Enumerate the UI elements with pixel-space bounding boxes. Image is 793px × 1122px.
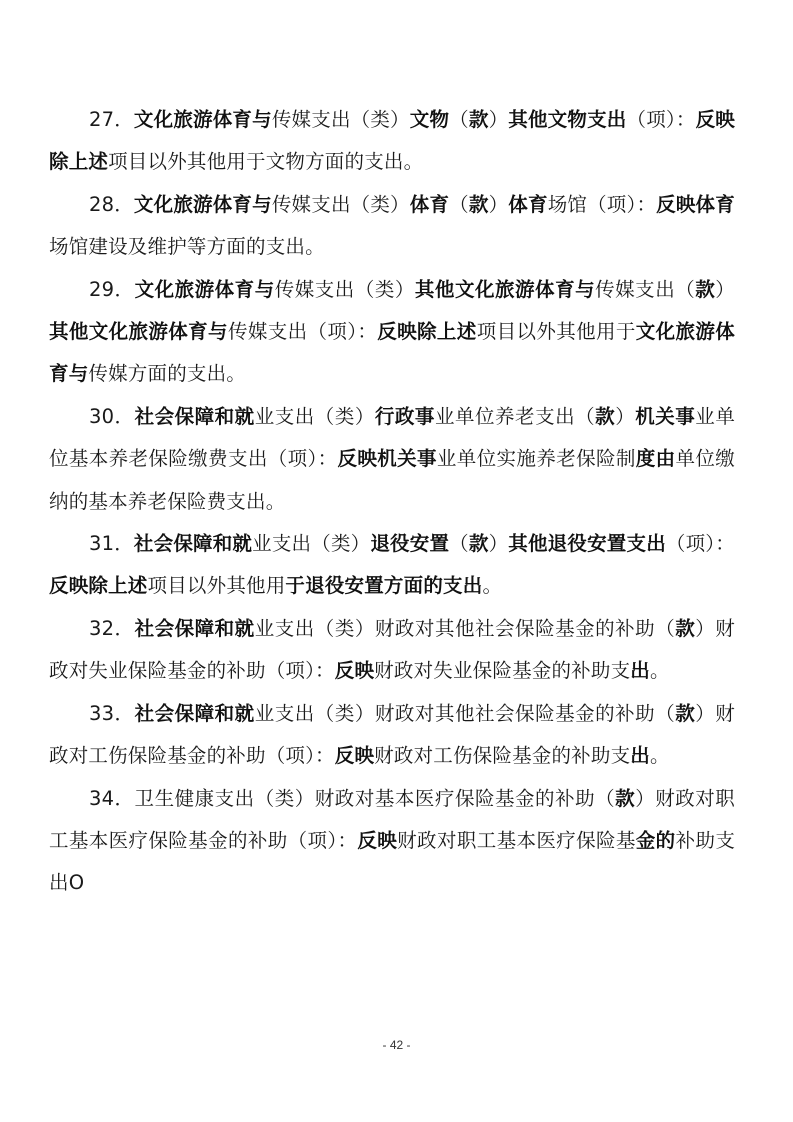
bold-text-segment: 机关事 — [635, 404, 696, 428]
text-segment: ）财政对失业保险基金的补助（项）： — [49, 616, 736, 683]
text-segment: 传媒方面的支出。 — [88, 362, 247, 386]
text-segment: 传媒支出（项）： — [227, 320, 378, 344]
bold-text-segment: 款 — [595, 404, 616, 428]
text-segment: 。 — [649, 659, 670, 683]
bold-text-segment: 反映除上述 — [49, 574, 148, 598]
text-segment: 场馆（项）： — [547, 192, 657, 216]
text-segment: 项目以外其他用于文物方面的支出。 — [108, 150, 424, 174]
text-segment: ） — [488, 532, 509, 556]
bold-text-segment: 反映 — [334, 659, 375, 683]
text-segment: 。 — [649, 744, 670, 768]
bold-text-segment: 款 — [468, 192, 489, 216]
text-segment: 30． — [89, 404, 135, 428]
bold-text-segment: 反映 — [334, 744, 375, 768]
bold-text-segment: 体育 — [508, 192, 548, 216]
bold-text-segment: 文化旅游体育与 — [133, 108, 272, 131]
text-segment: 33． — [89, 701, 135, 725]
page-number: - 42 - — [382, 1038, 411, 1052]
budget-item-paragraph — [49, 778, 735, 905]
bold-text-segment: 其他文化旅游体育与 — [49, 320, 228, 344]
text-segment: 财政对职工基本医疗保险基 — [397, 828, 636, 852]
bold-text-segment: 款 — [468, 532, 489, 556]
document-body — [49, 99, 735, 905]
bold-text-segment: 文化旅游体育与 — [49, 320, 735, 386]
text-segment: 业单位养老支出（ — [434, 404, 596, 428]
text-segment: 32． — [89, 616, 135, 640]
text-segment: 27． — [89, 108, 134, 131]
text-segment: ）财政对职工基本医疗保险基金的补助（项）： — [49, 786, 735, 852]
text-segment: 财政对工伤保险基金的补助支 — [374, 744, 631, 768]
budget-item-paragraph — [49, 523, 735, 608]
bold-text-segment: 于退役安置方面的支出 — [285, 574, 483, 598]
text-segment: ） — [615, 404, 636, 428]
budget-item-paragraph — [49, 608, 735, 693]
text-segment: 31． — [89, 532, 134, 556]
budget-item-paragraph — [49, 269, 735, 396]
bold-text-segment: 出 — [630, 659, 650, 683]
text-segment: 业支出（类）财政对其他社会保险基金的补助（ — [254, 616, 676, 640]
text-segment: 业支出（类） — [254, 404, 375, 428]
text-segment: 单位缴纳的基本养老保险费支出。 — [49, 447, 735, 513]
bold-text-segment: 款 — [695, 277, 716, 301]
bold-text-segment: 文化旅游体育与 — [133, 192, 272, 216]
bold-text-segment: 社会保障和就 — [133, 532, 253, 556]
text-segment: 场馆建设及维护等方面的支出。 — [49, 235, 325, 259]
text-segment: ） — [715, 277, 735, 301]
text-segment: 34．卫生健康支出（类）财政对基本医疗保险基金的补助（ — [89, 786, 616, 810]
bold-text-segment: 社会保障和就 — [134, 616, 255, 640]
bold-text-segment: 社会保障和就 — [134, 701, 255, 725]
bold-text-segment: 款 — [615, 786, 636, 810]
text-segment: ） — [488, 108, 509, 131]
text-segment: 传媒支出（类） — [271, 108, 410, 131]
text-segment: 项目以外其他用于 — [476, 320, 636, 344]
text-segment: 传媒支出（类） — [271, 192, 410, 216]
bold-text-segment: 反映体育 — [656, 192, 735, 216]
text-segment: 业支出（类） — [252, 532, 371, 556]
budget-item-paragraph — [49, 396, 735, 523]
text-segment: （ — [449, 108, 469, 131]
text-segment: 业支出（类）财政对其他社会保险基金的补助（ — [254, 701, 676, 725]
bold-text-segment: 体育 — [409, 192, 450, 216]
bold-text-segment: 款 — [468, 108, 489, 131]
bold-text-segment: 反映 — [357, 828, 398, 852]
bold-text-segment: 文化旅游体育与 — [134, 277, 275, 301]
text-segment: 28． — [89, 192, 134, 216]
bold-text-segment: 款 — [675, 701, 696, 725]
budget-item-paragraph — [49, 184, 735, 269]
bold-text-segment: 反映除上述 — [377, 320, 477, 344]
text-segment: ） — [488, 192, 509, 216]
text-segment: 29． — [89, 277, 135, 301]
bold-text-segment: 反映机关事 — [337, 447, 437, 471]
text-segment: （ — [449, 192, 469, 216]
text-segment: 项目以外其他用 — [147, 574, 286, 598]
bold-text-segment: 其他文物支出 — [508, 108, 627, 131]
bold-text-segment: 款 — [675, 616, 696, 640]
bold-text-segment: 其他退役安置支出 — [508, 532, 666, 556]
text-segment: 业单位基本养老保险缴费支出（项）： — [49, 404, 736, 471]
bold-text-segment: 行政事 — [374, 404, 435, 428]
bold-text-segment: 退役安置 — [370, 532, 450, 556]
text-segment: （项）： — [665, 532, 735, 556]
text-segment: 传媒支出（ — [595, 277, 696, 301]
text-segment: 业单位实施养老保险制 — [436, 447, 636, 471]
text-segment: 财政对失业保险基金的补助支 — [374, 659, 631, 683]
bold-text-segment: 其他文化旅游体育与 — [414, 277, 596, 301]
text-segment: （项）： — [626, 108, 696, 131]
text-segment: ）财政对工伤保险基金的补助（项）： — [49, 701, 736, 768]
bold-text-segment: 出 — [630, 744, 650, 768]
bold-text-segment: 反映除上述 — [49, 108, 735, 174]
bold-text-segment: 度由 — [635, 447, 676, 471]
text-segment: 传媒支出（类） — [274, 277, 415, 301]
bold-text-segment: 社会保障和就 — [134, 404, 255, 428]
text-segment: （ — [449, 532, 469, 556]
budget-item-paragraph — [49, 99, 735, 184]
budget-item-paragraph — [49, 693, 735, 778]
text-segment: 补助支出O — [49, 828, 736, 895]
bold-text-segment: 文物 — [409, 108, 450, 131]
text-segment: 。 — [482, 574, 503, 598]
bold-text-segment: 金的 — [635, 828, 676, 852]
